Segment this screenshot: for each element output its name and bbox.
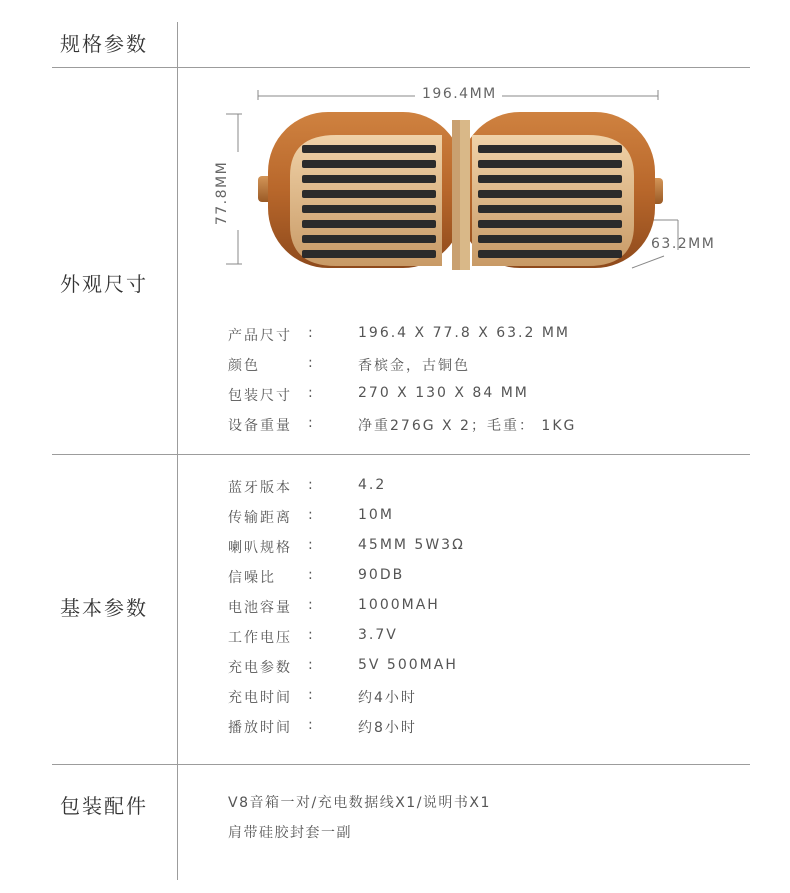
spec-key: 包装尺寸 xyxy=(228,388,292,404)
spec-value: 5V 500MAH xyxy=(358,657,458,673)
spec-colon: : xyxy=(308,687,315,703)
spec-value: 4.2 xyxy=(358,477,387,493)
accessories-line-1: V8音箱一对/充电数据线X1/说明书X1 xyxy=(228,795,491,811)
spec-colon: : xyxy=(308,507,315,523)
grille-slot xyxy=(478,250,622,258)
spec-value: 45MM 5W3Ω xyxy=(358,537,465,553)
spec-colon: : xyxy=(308,477,315,493)
spec-value: 约8小时 xyxy=(358,720,417,736)
grille-slot xyxy=(478,205,622,213)
spec-key: 喇叭规格 xyxy=(228,540,292,556)
spec-value: 196.4 X 77.8 X 63.2 MM xyxy=(358,325,571,341)
spec-colon: : xyxy=(308,415,315,431)
spec-key: 播放时间 xyxy=(228,720,292,736)
grille-slot xyxy=(478,220,622,228)
spec-value: 10M xyxy=(358,507,394,523)
spec-key: 电池容量 xyxy=(228,600,292,616)
grille-slot xyxy=(478,175,622,183)
left-speaker xyxy=(268,112,463,270)
spec-key: 充电时间 xyxy=(228,690,292,706)
spec-value: 3.7V xyxy=(358,627,398,643)
spec-colon: : xyxy=(308,355,315,371)
grille-slot xyxy=(302,190,436,198)
page-title: 规格参数 xyxy=(60,32,148,56)
grille-slot xyxy=(302,250,436,258)
section-title-appearance: 外观尺寸 xyxy=(60,272,148,296)
spec-colon: : xyxy=(308,627,315,643)
spec-colon: : xyxy=(308,567,315,583)
grille-slot xyxy=(478,160,622,168)
spec-colon: : xyxy=(308,717,315,733)
spec-key: 充电参数 xyxy=(228,660,292,676)
spec-key: 产品尺寸 xyxy=(228,328,292,344)
height-dimension-label: 77.8MM xyxy=(214,160,231,226)
right-speaker xyxy=(460,112,655,270)
spec-value: 净重276G X 2；毛重： 1KG xyxy=(358,418,577,434)
divider-top xyxy=(52,67,750,68)
grille-slot xyxy=(302,175,436,183)
width-dimension-label: 196.4MM xyxy=(422,86,497,102)
spec-key: 信噪比 xyxy=(228,570,276,586)
spec-colon: : xyxy=(308,597,315,613)
grille-slot xyxy=(478,145,622,153)
spec-value: 约4小时 xyxy=(358,690,417,706)
grille-slot xyxy=(302,205,436,213)
spec-colon: : xyxy=(308,385,315,401)
accessories-line-2: 肩带硅胶封套一副 xyxy=(228,825,352,841)
spec-key: 蓝牙版本 xyxy=(228,480,292,496)
grille-slot xyxy=(478,190,622,198)
divider-basic-accessories xyxy=(52,764,750,765)
section-title-accessories: 包装配件 xyxy=(60,794,148,818)
spec-key: 设备重量 xyxy=(228,418,292,434)
spec-key: 工作电压 xyxy=(228,630,292,646)
divider-appearance-basic xyxy=(52,454,750,455)
grille-slot xyxy=(302,145,436,153)
spec-colon: : xyxy=(308,657,315,673)
section-title-basic: 基本参数 xyxy=(60,596,148,620)
grille-slot xyxy=(302,160,436,168)
grille-slot xyxy=(478,235,622,243)
depth-dimension-label: 63.2MM xyxy=(651,236,716,252)
spec-value: 90DB xyxy=(358,567,405,583)
spec-colon: : xyxy=(308,537,315,553)
spec-value: 1000MAH xyxy=(358,597,440,613)
grille-slot xyxy=(302,220,436,228)
spec-colon: : xyxy=(308,325,315,341)
column-divider xyxy=(177,22,178,880)
spec-value: 270 X 130 X 84 MM xyxy=(358,385,529,401)
grille-slot xyxy=(302,235,436,243)
spec-key: 颜色 xyxy=(228,358,260,374)
spec-value: 香槟金，古铜色 xyxy=(358,358,470,374)
spec-key: 传输距离 xyxy=(228,510,292,526)
